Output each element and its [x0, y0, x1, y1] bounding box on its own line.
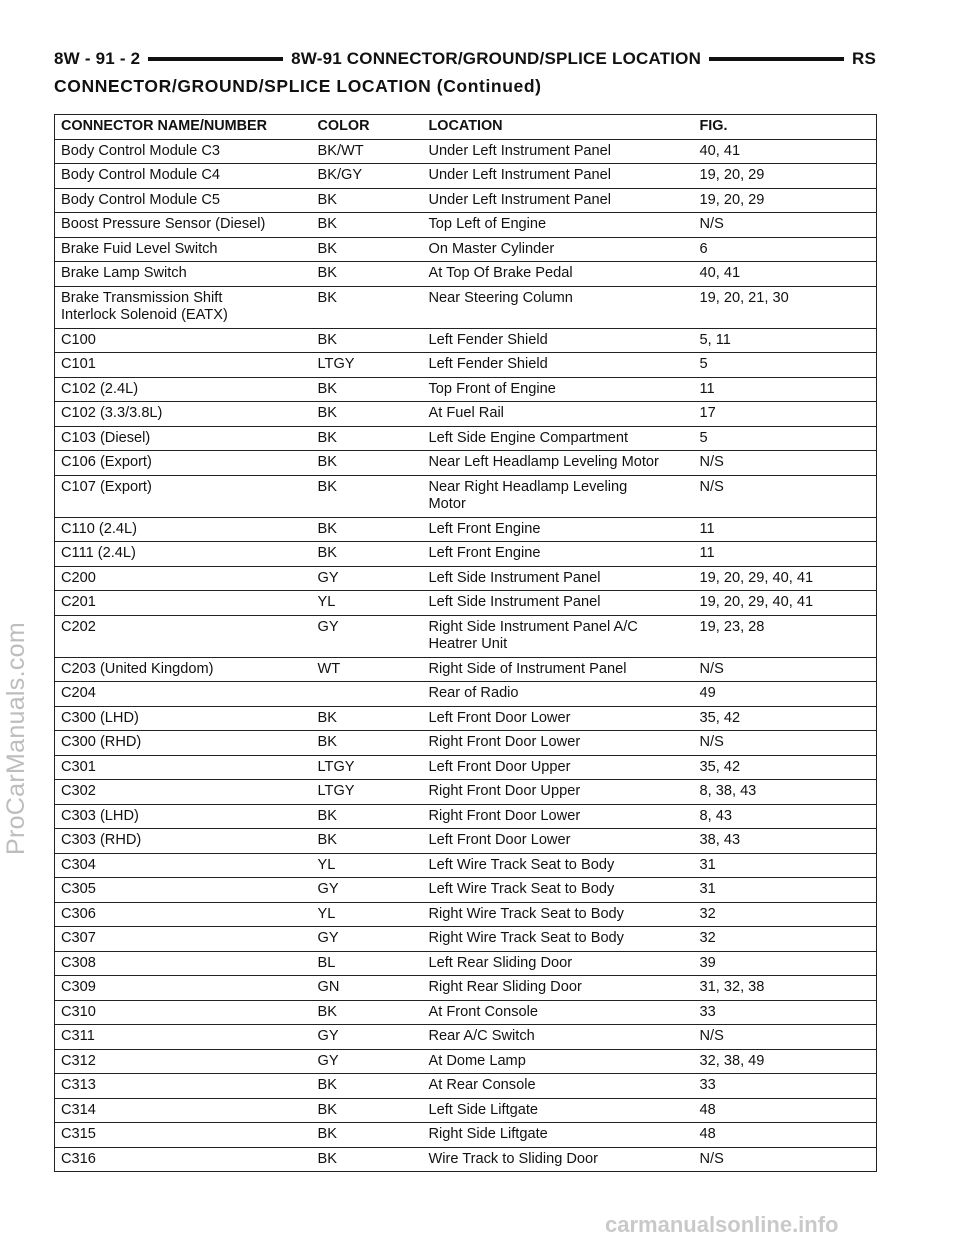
table-row: [55, 164, 877, 189]
cell-connector: C314: [55, 1098, 312, 1123]
cell-location: Left Front Engine: [423, 542, 694, 567]
cell-color: BK: [312, 1074, 423, 1099]
cell-color: LTGY: [312, 353, 423, 378]
cell-fig: 19, 23, 28: [694, 615, 877, 657]
cell-connector: C301: [55, 755, 312, 780]
cell-location: Top Left of Engine: [423, 213, 694, 238]
table-row: [55, 286, 877, 328]
cell-connector: Body Control Module C3: [55, 139, 312, 164]
side-watermark: ProCarManuals.com: [2, 622, 30, 855]
cell-color: BK/GY: [312, 164, 423, 189]
cell-location: On Master Cylinder: [423, 237, 694, 262]
cell-location: Right Side Liftgate: [423, 1123, 694, 1148]
cell-location: Under Left Instrument Panel: [423, 188, 694, 213]
table-row: [55, 377, 877, 402]
cell-location: Wire Track to Sliding Door: [423, 1147, 694, 1172]
cell-fig: 31, 32, 38: [694, 976, 877, 1001]
cell-color: BK: [312, 1123, 423, 1148]
cell-fig: N/S: [694, 657, 877, 682]
table-row: [55, 566, 877, 591]
cell-location: Left Front Engine: [423, 517, 694, 542]
cell-connector: C103 (Diesel): [55, 426, 312, 451]
table-row: [55, 1000, 877, 1025]
cell-location: Top Front of Engine: [423, 377, 694, 402]
table-row: [55, 755, 877, 780]
cell-color: BK: [312, 517, 423, 542]
cell-connector: C300 (LHD): [55, 706, 312, 731]
cell-color: YL: [312, 902, 423, 927]
cell-location: At Fuel Rail: [423, 402, 694, 427]
cell-location: Left Front Door Lower: [423, 829, 694, 854]
cell-connector: C310: [55, 1000, 312, 1025]
cell-fig: 33: [694, 1000, 877, 1025]
table-row: [55, 1074, 877, 1099]
table-row: [55, 328, 877, 353]
cell-color: GY: [312, 1025, 423, 1050]
cell-location: Left Side Instrument Panel: [423, 591, 694, 616]
table-row: [55, 951, 877, 976]
cell-color: WT: [312, 657, 423, 682]
cell-location: Right Side Instrument Panel A/C Heatrer Unit: [423, 615, 694, 657]
table-row: [55, 1123, 877, 1148]
page-header: [54, 46, 876, 72]
table-row: [55, 213, 877, 238]
table-row: [55, 1025, 877, 1050]
cell-location: Rear of Radio: [423, 682, 694, 707]
cell-fig: 39: [694, 951, 877, 976]
cell-color: LTGY: [312, 780, 423, 805]
cell-color: BK: [312, 1147, 423, 1172]
cell-connector: Brake Lamp Switch: [55, 262, 312, 287]
cell-color: BK: [312, 426, 423, 451]
cell-location: Near Right Headlamp Leveling Motor: [423, 475, 694, 517]
cell-fig: 11: [694, 542, 877, 567]
header-rule-right: [709, 57, 844, 61]
cell-location: Left Wire Track Seat to Body: [423, 878, 694, 903]
cell-fig: 19, 20, 21, 30: [694, 286, 877, 328]
cell-color: BK: [312, 1000, 423, 1025]
table-row: [55, 475, 877, 517]
table-header-row: [55, 115, 877, 140]
table-row: [55, 188, 877, 213]
cell-color: BK: [312, 213, 423, 238]
cell-fig: 40, 41: [694, 262, 877, 287]
cell-location: Left Rear Sliding Door: [423, 951, 694, 976]
cell-location: Left Side Instrument Panel: [423, 566, 694, 591]
cell-location: Left Front Door Upper: [423, 755, 694, 780]
cell-connector: C100: [55, 328, 312, 353]
cell-fig: 6: [694, 237, 877, 262]
cell-color: BL: [312, 951, 423, 976]
cell-fig: 5, 11: [694, 328, 877, 353]
cell-location: Right Wire Track Seat to Body: [423, 902, 694, 927]
cell-connector: C201: [55, 591, 312, 616]
table-row: [55, 829, 877, 854]
cell-connector: C307: [55, 927, 312, 952]
cell-fig: 8, 38, 43: [694, 780, 877, 805]
cell-location: Rear A/C Switch: [423, 1025, 694, 1050]
cell-color: GY: [312, 1049, 423, 1074]
table-row: [55, 237, 877, 262]
cell-location: Left Fender Shield: [423, 353, 694, 378]
cell-location: Right Front Door Lower: [423, 731, 694, 756]
table-row: [55, 927, 877, 952]
cell-connector: C111 (2.4L): [55, 542, 312, 567]
cell-connector: C106 (Export): [55, 451, 312, 476]
cell-location: Near Steering Column: [423, 286, 694, 328]
cell-fig: 31: [694, 878, 877, 903]
column-header-fig: FIG.: [694, 115, 877, 140]
cell-fig: 48: [694, 1123, 877, 1148]
cell-connector: Boost Pressure Sensor (Diesel): [55, 213, 312, 238]
cell-connector: C311: [55, 1025, 312, 1050]
cell-fig: 40, 41: [694, 139, 877, 164]
cell-connector: C101: [55, 353, 312, 378]
cell-connector: C107 (Export): [55, 475, 312, 517]
cell-location: Right Side of Instrument Panel: [423, 657, 694, 682]
cell-fig: 5: [694, 426, 877, 451]
table-row: [55, 402, 877, 427]
section-title: CONNECTOR/GROUND/SPLICE LOCATION (Continued): [54, 76, 542, 96]
table-row: [55, 517, 877, 542]
cell-connector: C313: [55, 1074, 312, 1099]
cell-location: Right Wire Track Seat to Body: [423, 927, 694, 952]
cell-color: GY: [312, 878, 423, 903]
header-rule-left: [148, 57, 283, 61]
table-row: [55, 426, 877, 451]
cell-location: Left Side Liftgate: [423, 1098, 694, 1123]
cell-connector: C202: [55, 615, 312, 657]
cell-connector: C308: [55, 951, 312, 976]
cell-location: Right Rear Sliding Door: [423, 976, 694, 1001]
table-row: [55, 853, 877, 878]
cell-fig: 11: [694, 517, 877, 542]
cell-connector: C102 (2.4L): [55, 377, 312, 402]
table-row: [55, 706, 877, 731]
table-row: [55, 1147, 877, 1172]
cell-fig: 35, 42: [694, 755, 877, 780]
cell-fig: 32, 38, 49: [694, 1049, 877, 1074]
cell-color: BK/WT: [312, 139, 423, 164]
table-row: [55, 139, 877, 164]
table-row: [55, 878, 877, 903]
cell-location: At Dome Lamp: [423, 1049, 694, 1074]
cell-fig: 35, 42: [694, 706, 877, 731]
cell-location: Under Left Instrument Panel: [423, 164, 694, 189]
cell-fig: 31: [694, 853, 877, 878]
cell-connector: C204: [55, 682, 312, 707]
table-body: [55, 139, 877, 1172]
cell-location: Left Wire Track Seat to Body: [423, 853, 694, 878]
cell-color: BK: [312, 237, 423, 262]
connector-location-table: [54, 114, 877, 1172]
cell-fig: 19, 20, 29: [694, 164, 877, 189]
cell-location: Right Front Door Upper: [423, 780, 694, 805]
cell-location: At Rear Console: [423, 1074, 694, 1099]
page-number: 8W - 91 - 2: [54, 49, 141, 68]
table-row: [55, 1049, 877, 1074]
cell-connector: C306: [55, 902, 312, 927]
cell-color: BK: [312, 829, 423, 854]
cell-fig: 19, 20, 29, 40, 41: [694, 566, 877, 591]
cell-connector: C203 (United Kingdom): [55, 657, 312, 682]
cell-fig: 48: [694, 1098, 877, 1123]
cell-fig: 38, 43: [694, 829, 877, 854]
cell-fig: N/S: [694, 731, 877, 756]
cell-connector: C304: [55, 853, 312, 878]
table-row: [55, 451, 877, 476]
table-row: [55, 542, 877, 567]
cell-color: LTGY: [312, 755, 423, 780]
table-row: [55, 976, 877, 1001]
cell-color: BK: [312, 328, 423, 353]
table-row: [55, 682, 877, 707]
cell-fig: 32: [694, 902, 877, 927]
table-row: [55, 902, 877, 927]
cell-fig: 17: [694, 402, 877, 427]
cell-connector: Brake Transmission Shift Interlock Solenoid (EATX): [55, 286, 312, 328]
cell-connector: C300 (RHD): [55, 731, 312, 756]
cell-location: Left Front Door Lower: [423, 706, 694, 731]
column-header-location: LOCATION: [423, 115, 694, 140]
header-title: 8W-91 CONNECTOR/GROUND/SPLICE LOCATION: [291, 49, 702, 68]
cell-location: Near Left Headlamp Leveling Motor: [423, 451, 694, 476]
cell-fig: N/S: [694, 475, 877, 517]
table-row: [55, 1098, 877, 1123]
table-row: [55, 353, 877, 378]
cell-fig: N/S: [694, 1147, 877, 1172]
cell-color: BK: [312, 542, 423, 567]
cell-connector: C303 (LHD): [55, 804, 312, 829]
cell-location: Left Side Engine Compartment: [423, 426, 694, 451]
cell-fig: N/S: [694, 213, 877, 238]
cell-color: GY: [312, 566, 423, 591]
cell-color: BK: [312, 475, 423, 517]
cell-location: Under Left Instrument Panel: [423, 139, 694, 164]
cell-color: BK: [312, 706, 423, 731]
cell-color: BK: [312, 451, 423, 476]
cell-color: BK: [312, 804, 423, 829]
cell-color: GY: [312, 927, 423, 952]
cell-fig: 19, 20, 29: [694, 188, 877, 213]
bottom-watermark: carmanualsonline.info: [605, 1212, 839, 1237]
cell-fig: 49: [694, 682, 877, 707]
cell-connector: Brake Fuid Level Switch: [55, 237, 312, 262]
cell-color: BK: [312, 377, 423, 402]
column-header-connector: CONNECTOR NAME/NUMBER: [55, 115, 312, 140]
cell-color: BK: [312, 402, 423, 427]
cell-fig: 19, 20, 29, 40, 41: [694, 591, 877, 616]
cell-connector: C316: [55, 1147, 312, 1172]
cell-fig: 11: [694, 377, 877, 402]
cell-connector: C303 (RHD): [55, 829, 312, 854]
cell-fig: N/S: [694, 1025, 877, 1050]
cell-location: At Top Of Brake Pedal: [423, 262, 694, 287]
cell-fig: 5: [694, 353, 877, 378]
cell-connector: C200: [55, 566, 312, 591]
cell-connector: C302: [55, 780, 312, 805]
cell-connector: Body Control Module C4: [55, 164, 312, 189]
cell-connector: Body Control Module C5: [55, 188, 312, 213]
cell-connector: C102 (3.3/3.8L): [55, 402, 312, 427]
cell-fig: N/S: [694, 451, 877, 476]
cell-color: [312, 682, 423, 707]
cell-fig: 8, 43: [694, 804, 877, 829]
cell-connector: C315: [55, 1123, 312, 1148]
cell-color: BK: [312, 188, 423, 213]
table-row: [55, 615, 877, 657]
cell-color: BK: [312, 731, 423, 756]
cell-connector: C305: [55, 878, 312, 903]
table-row: [55, 657, 877, 682]
table-row: [55, 591, 877, 616]
cell-location: Right Front Door Lower: [423, 804, 694, 829]
cell-color: YL: [312, 853, 423, 878]
cell-color: YL: [312, 591, 423, 616]
table-row: [55, 262, 877, 287]
table-row: [55, 731, 877, 756]
cell-color: BK: [312, 1098, 423, 1123]
cell-color: GY: [312, 615, 423, 657]
cell-location: At Front Console: [423, 1000, 694, 1025]
cell-fig: 33: [694, 1074, 877, 1099]
table-row: [55, 780, 877, 805]
cell-connector: C110 (2.4L): [55, 517, 312, 542]
header-code: RS: [851, 49, 876, 68]
cell-connector: C309: [55, 976, 312, 1001]
cell-color: BK: [312, 286, 423, 328]
cell-fig: 32: [694, 927, 877, 952]
cell-connector: C312: [55, 1049, 312, 1074]
cell-color: BK: [312, 262, 423, 287]
cell-color: GN: [312, 976, 423, 1001]
table-row: [55, 804, 877, 829]
cell-location: Left Fender Shield: [423, 328, 694, 353]
column-header-color: COLOR: [312, 115, 423, 140]
